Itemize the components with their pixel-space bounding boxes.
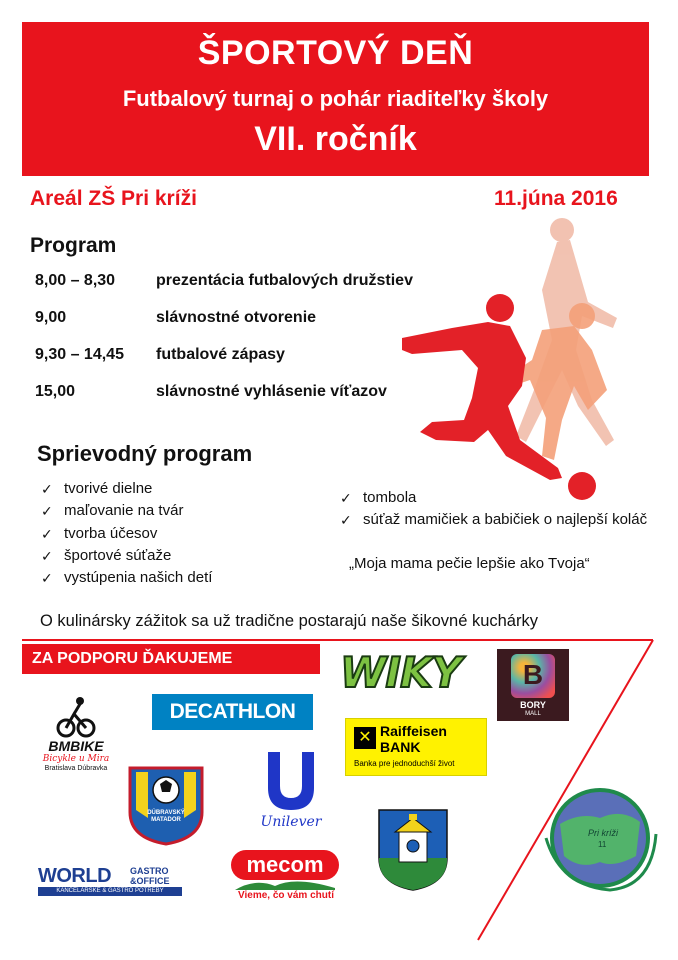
school-globe-logo: Pri kríži 11	[540, 778, 658, 898]
cyclist-icon	[56, 696, 96, 738]
list-item: ✓ súťaž mamičiek a babičiek o najlepší koláč	[340, 509, 663, 531]
event-title: ŠPORTOVÝ DEŇ	[197, 34, 474, 72]
raiffeisen-bank-logo: ✕ Raiffeisen BANK Banka pre jednoduchší život	[345, 718, 487, 776]
check-icon: ✓	[41, 481, 53, 497]
check-icon: ✓	[41, 547, 53, 564]
bory-mall-logo: B BORY MALL	[497, 649, 569, 721]
venue: Areál ZŠ Pri kríži	[30, 187, 197, 210]
dubravka-coat-of-arms	[377, 808, 449, 892]
event-subtitle: Futbalový turnaj o pohár riaditeľky školy	[122, 86, 549, 111]
baking-contest-quote: „Moja mama pečie lepšie ako Tvoja“	[349, 555, 590, 572]
accompanying-heading: Sprievodný program	[37, 441, 253, 466]
raiffeisen-cross-icon: ✕	[354, 727, 376, 749]
program-desc: futbalové zápasy	[156, 346, 285, 363]
list-item: ✓ športové súťaže	[41, 545, 212, 567]
program-time: 15,00	[35, 383, 76, 400]
program-heading: Program	[30, 234, 117, 257]
hills-icon	[235, 878, 335, 890]
culinary-note: O kulinársky zážitok sa už tradične postarajú naše šikovné kuchárky	[40, 612, 538, 630]
check-icon: ✓	[41, 503, 53, 520]
event-edition: VII. ročník	[254, 120, 417, 158]
world-gastro-office-logo: WORLD GASTRO &OFFICE KANCELÁRSKE & GASTRO POTREBY	[38, 865, 182, 897]
event-date: 11.júna 2016	[494, 187, 618, 210]
bmbike-logo: BMBIKE Bicykle u Mira Bratislava Dúbravka	[36, 696, 116, 776]
sponsors-heading: ZA PODPORU ĎAKUJEME	[22, 644, 320, 674]
list-item: ✓ tombola	[340, 487, 663, 509]
program-time: 9,00	[35, 309, 67, 326]
matador-shield-icon	[128, 766, 204, 846]
check-icon: ✓	[41, 525, 53, 542]
decathlon-logo: DECATHLON	[152, 694, 313, 730]
check-icon: ✓	[340, 490, 352, 506]
globe-icon	[540, 778, 658, 898]
program-time: 9,30 – 14,45	[35, 346, 124, 363]
check-icon: ✓	[41, 570, 53, 587]
unilever-u-icon	[264, 750, 318, 812]
program-desc: slávnostné otvorenie	[156, 309, 317, 326]
list-item: ✓ maľovanie na tvár	[41, 500, 212, 522]
check-icon: ✓	[340, 512, 352, 529]
list-item: ✓ tvorba účesov	[41, 523, 212, 545]
unilever-logo: Unilever	[256, 750, 326, 832]
mecom-logo: mecom Vieme, čo vám chutí	[227, 844, 345, 902]
wiky-logo: WIKY	[340, 648, 461, 697]
dubravsky-matador-crest: DÚBRAVSKÝ MATADOR	[128, 766, 204, 846]
program-desc: slávnostné vyhlásenie víťazov	[156, 383, 387, 400]
program-desc: prezentácia futbalových družstiev	[156, 272, 413, 289]
list-item: ✓ tvorivé dielne	[41, 478, 212, 500]
program-time: 8,00 – 8,30	[35, 272, 116, 289]
list-item: ✓ vystúpenia našich detí	[41, 567, 212, 589]
